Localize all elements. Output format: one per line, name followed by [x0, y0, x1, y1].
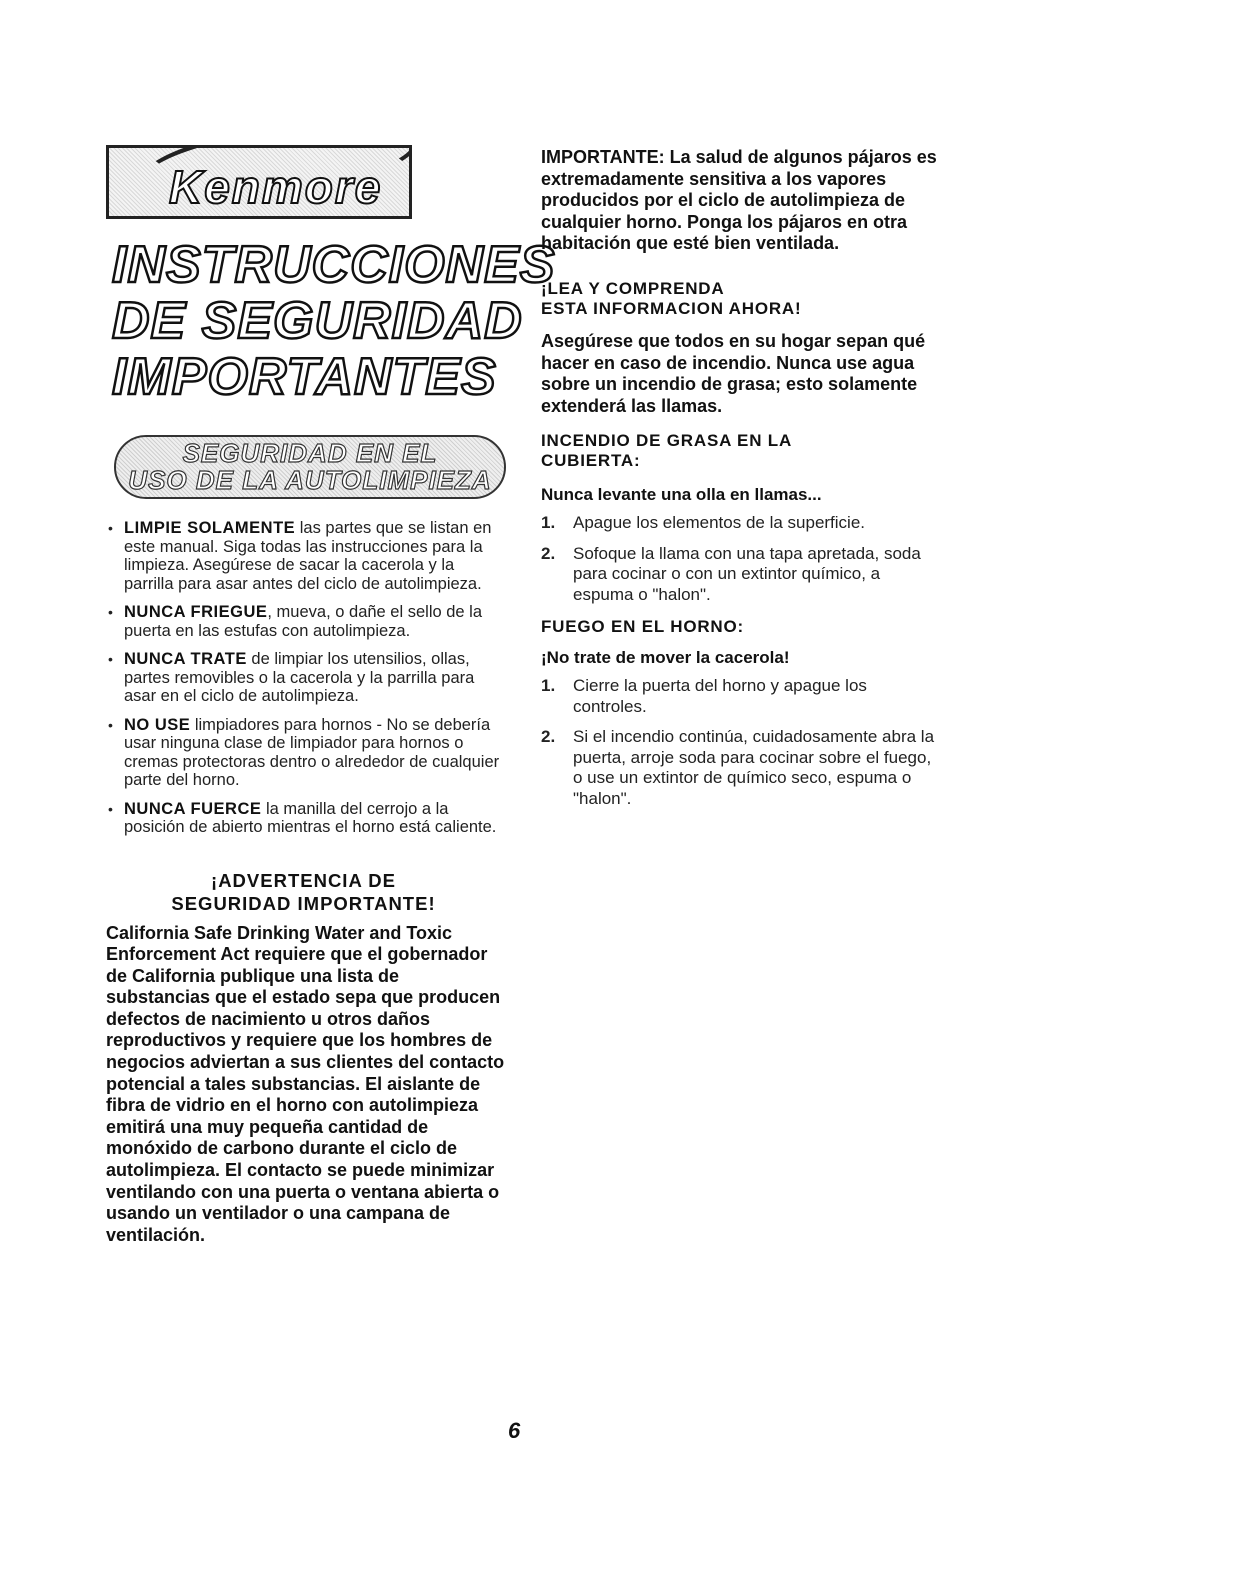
- step-number: 2.: [541, 727, 556, 747]
- list-item: [541, 727, 941, 809]
- step-text: Cierre la puerta del horno y apague los controles.: [573, 676, 867, 716]
- oven-fire-subheading: ¡No trate de mover la cacerola!: [541, 648, 790, 668]
- oven-fire-steps: [541, 676, 941, 809]
- list-item: [106, 716, 501, 790]
- read-heading-line-2: ESTA INFORMACION AHORA!: [541, 298, 802, 318]
- step-number: 1.: [541, 513, 556, 533]
- household-notice: Asegúrese que todos en su hogar sepan qué hacer en caso de incendio. Nunca use agua sobre un incendio de grasa; esto solamente extenderá las llamas.: [541, 330, 926, 416]
- page-title: [112, 236, 556, 406]
- bullet-text: limpiadores para hornos - No se debería usar ninguna clase de limpiador para hornos o cremas protectoras dentro o alrededor de cualquier parte del horno.: [124, 715, 500, 789]
- warning-heading: [106, 869, 501, 915]
- title-line-1: INSTRUCCIONES: [112, 236, 556, 294]
- list-item: [541, 676, 941, 717]
- bullet-lead: LIMPIE SOLAMENTE: [124, 519, 296, 537]
- grease-fire-heading: [541, 431, 941, 471]
- title-line-2: DE SEGURIDAD: [112, 292, 523, 350]
- bullet-text: de limpiar los utensilios, ollas, partes removibles o la cacerola y la parrilla para asar en el ciclo de autolimpieza.: [124, 650, 475, 705]
- oven-fire-heading: FUEGO EN EL HORNO:: [541, 617, 744, 637]
- bullet-lead: NUNCA TRATE: [124, 650, 247, 668]
- read-heading: [541, 279, 941, 319]
- grease-heading-line-2: CUBIERTA:: [541, 451, 641, 471]
- banner-line-2: USO DE LA AUTOLIMPIEZA: [128, 465, 492, 495]
- read-heading-line-1: ¡LEA Y COMPRENDA: [541, 278, 725, 298]
- birds-notice: IMPORTANTE: La salud de algunos pájaros es extremadamente sensitiva a los vapores producidos por el ciclo de autolimpieza de cualquier horno. Ponga los pájaros en otra habitación que esté bien ventilada.: [541, 147, 937, 254]
- list-item: [541, 544, 941, 606]
- warning-heading-line-1: ¡ADVERTENCIA DE: [211, 869, 396, 891]
- list-item: [106, 603, 501, 640]
- right-column: [541, 147, 941, 809]
- bullet-lead: NUNCA FUERCE: [124, 799, 262, 818]
- list-item: [106, 519, 501, 593]
- grease-heading-line-1: INCENDIO DE GRASA EN LA: [541, 431, 793, 451]
- list-item: [106, 800, 501, 837]
- bullet-text: la manilla del cerrojo a la posición de abierto mientras el horno está caliente.: [124, 799, 497, 836]
- title-line-3: IMPORTANTES: [112, 348, 497, 406]
- list-item: [106, 650, 501, 706]
- page-number: 6: [508, 1418, 521, 1443]
- grease-fire-steps: [541, 513, 941, 605]
- logo-text: Kenmore: [169, 161, 383, 213]
- banner-line-1: SEGURIDAD EN EL: [182, 438, 438, 468]
- bullet-lead: NO USE: [124, 715, 191, 734]
- list-item: [541, 513, 941, 534]
- left-column: [106, 145, 556, 1246]
- grease-fire-subheading: Nunca levante una olla en llamas...: [541, 485, 822, 505]
- warning-heading-line-2: SEGURIDAD IMPORTANTE!: [171, 892, 436, 914]
- step-number: 2.: [541, 543, 556, 563]
- self-clean-rules: [106, 519, 501, 837]
- bullet-lead: NUNCA FRIEGUE: [124, 603, 268, 621]
- step-text: Si el incendio continúa, cuidadosamente abra la puerta, arroje soda para cocinar sobre el fuego, o use un extintor de químico seco, espuma o "halon".: [573, 727, 935, 808]
- bullet-text: las partes que se listan en este manual. Siga todas las instrucciones para la limpieza. Asegúrese de sacar la cacerola y la parrilla para asar antes del ciclo de autolimpieza.: [124, 519, 492, 593]
- step-text: Apague los elementos de la superficie.: [573, 513, 866, 533]
- bullet-text: , mueva, o dañe el sello de la puerta en las estufas con autolimpieza.: [124, 603, 483, 640]
- warning-body: California Safe Drinking Water and Toxic Enforcement Act requiere que el gobernador de California publique una lista de substancias que el estado sepa que producen defectos de nacimiento u otros daños reproductivos y requiere que los hombres de negocios adviertan a sus clientes del contacto potencial a tales substancias. El aislante de fibra de vidrio en el horno con autolimpieza emitirá una muy pequeña cantidad de monóxido de carbono durante el ciclo de autolimpieza. El contacto se puede minimizar ventilando con una puerta o ventana abierta o usando un ventilador o una campana de ventilación.: [106, 922, 505, 1245]
- section-banner: [114, 435, 506, 499]
- step-number: 1.: [541, 676, 556, 696]
- step-text: Sofoque la llama con una tapa apretada, soda para cocinar o con un extintor químico, a espuma o "halon".: [573, 543, 921, 604]
- kenmore-logo: [106, 145, 412, 219]
